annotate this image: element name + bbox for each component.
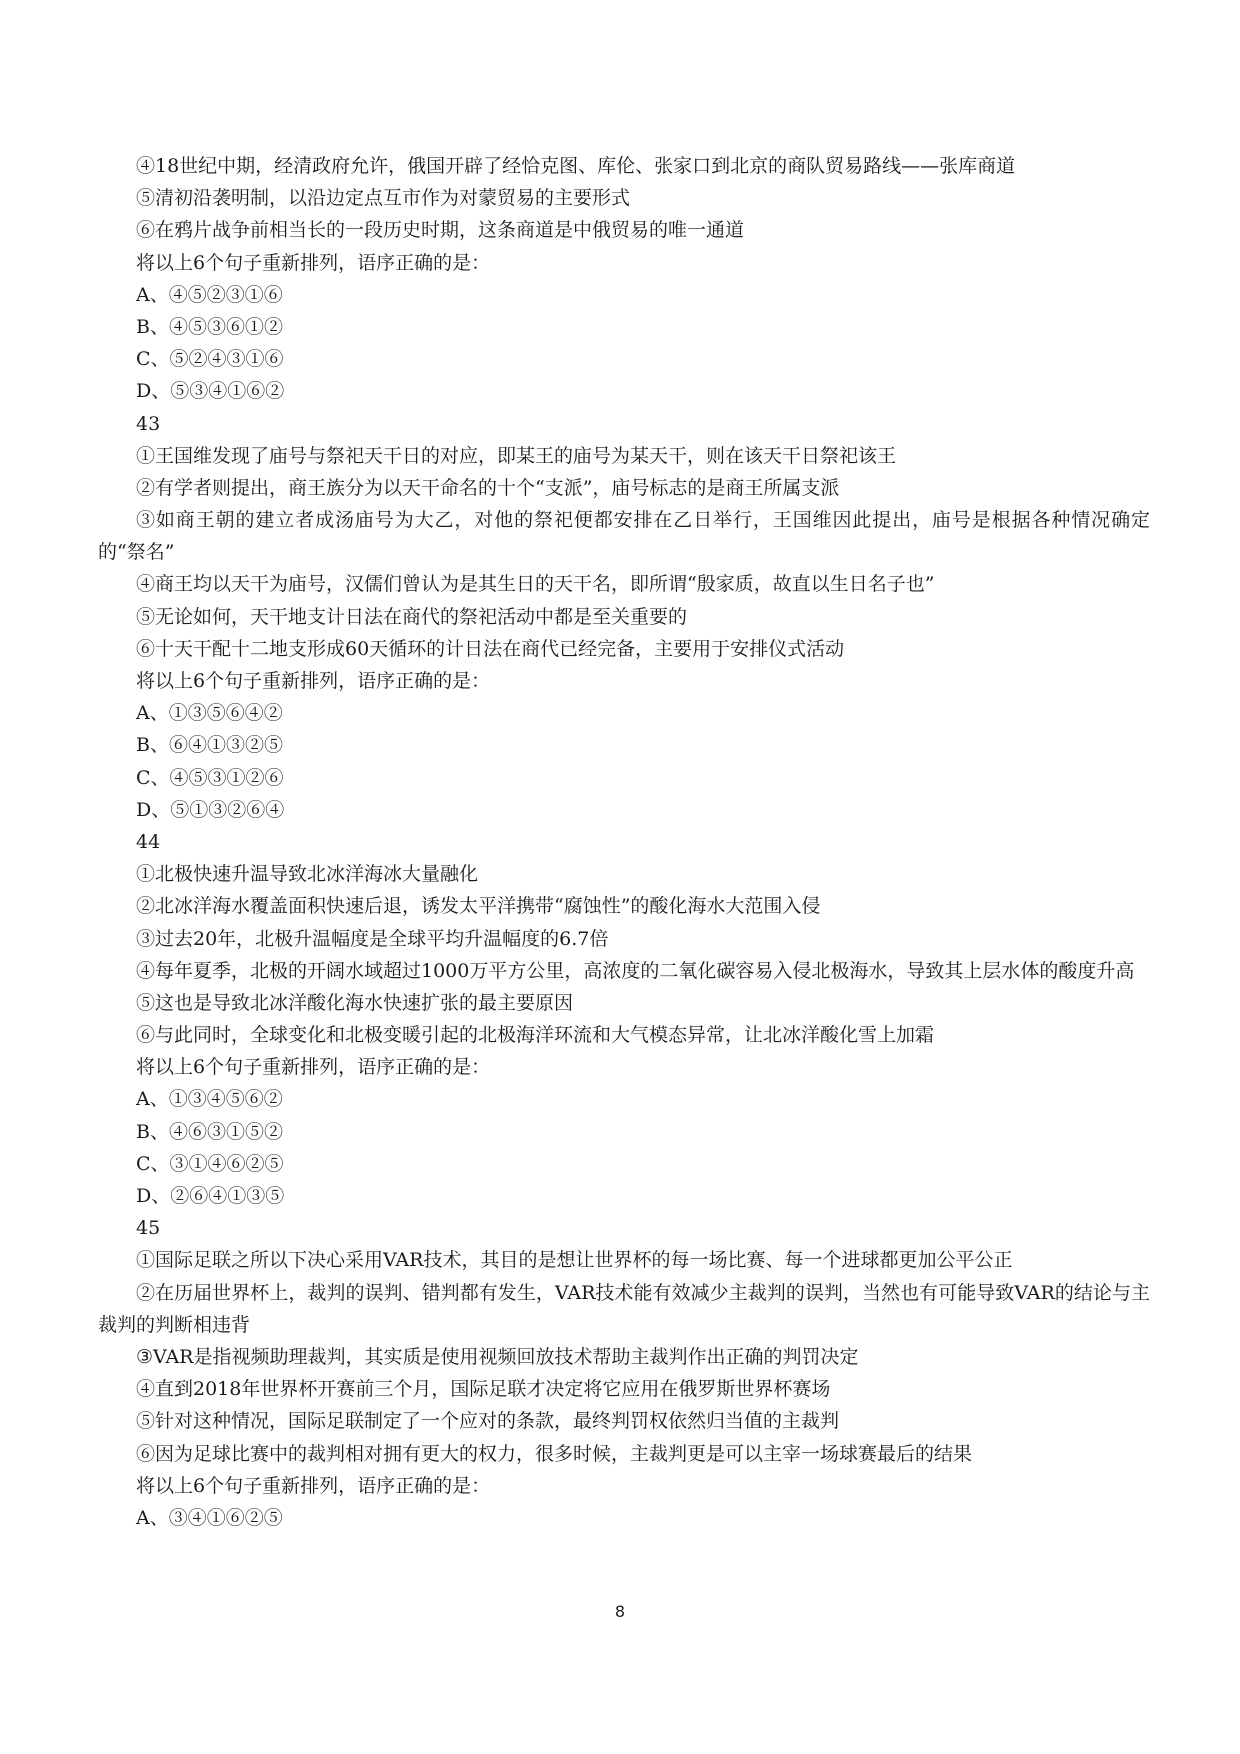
sentence-6: ⑥与此同时，全球变化和北极变暖引起的北极海洋环流和大气模态异常，让北冰洋酸化雪上加霜 bbox=[136, 1024, 935, 1047]
option-d: D、⑤③④①⑥② bbox=[136, 380, 285, 403]
sentence-6: ⑥因为足球比赛中的裁判相对拥有更大的权力，很多时候，主裁判更是可以主宰一场球赛最后的结果 bbox=[136, 1442, 973, 1465]
sentence-1: ①北极快速升温导致北冰洋海冰大量融化 bbox=[136, 863, 479, 886]
sentence-5: ⑤无论如何，天干地支计日法在商代的祭祀活动中都是至关重要的 bbox=[136, 605, 688, 628]
option-d: D、②⑥④①③⑤ bbox=[136, 1185, 285, 1208]
sentence-4: ④18世纪中期，经清政府允许，俄国开辟了经恰克图、库伦、张家口到北京的商队贸易路线——张库商道 bbox=[136, 155, 1016, 177]
sentence-2: ②在历届世界杯上，裁判的误判、错判都有发生，VAR技术能有效减少主裁判的误判，当然也有可能导致VAR的结论与主裁判的判断相违背 bbox=[98, 1281, 1150, 1336]
sentence-2: ②北冰洋海水覆盖面积快速后退，诱发太平洋携带“腐蚀性”的酸化海水大范围入侵 bbox=[136, 895, 821, 918]
document-body bbox=[98, 150, 1150, 1534]
page-number: 8 bbox=[614, 1602, 626, 1621]
question-prompt: 将以上6个句子重新排列，语序正确的是： bbox=[136, 1474, 491, 1497]
sentence-3: ③VAR是指视频助理裁判，其实质是使用视频回放技术帮助主裁判作出正确的判罚决定 bbox=[136, 1346, 859, 1369]
sentence-5: ⑤针对这种情况，国际足联制定了一个应对的条款，最终判罚权依然归当值的主裁判 bbox=[136, 1410, 840, 1433]
sentence-6: ⑥在鸦片战争前相当长的一段历史时期，这条商道是中俄贸易的唯一通道 bbox=[136, 219, 745, 242]
question-prompt: 将以上6个句子重新排列，语序正确的是： bbox=[136, 251, 491, 274]
sentence-1: ①王国维发现了庙号与祭祀天干日的对应，即某王的庙号为某天干，则在该天干日祭祀该王 bbox=[136, 444, 897, 467]
question-number: 43 bbox=[136, 412, 161, 435]
sentence-5: ⑤这也是导致北冰洋酸化海水快速扩张的最主要原因 bbox=[136, 991, 574, 1014]
option-b: B、④⑥③①⑤② bbox=[136, 1120, 283, 1143]
question-prompt: 将以上6个句子重新排列，语序正确的是： bbox=[136, 670, 491, 693]
sentence-3: ③过去20年，北极升温幅度是全球平均升温幅度的6.7倍 bbox=[136, 927, 609, 950]
option-c: C、③①④⑥②⑤ bbox=[136, 1152, 284, 1175]
option-d: D、⑤①③②⑥④ bbox=[136, 798, 285, 821]
option-a: A、①③⑤⑥④② bbox=[136, 702, 283, 725]
sentence-6: ⑥十天干配十二地支形成60天循环的计日法在商代已经完备，主要用于安排仪式活动 bbox=[136, 637, 845, 660]
option-b: B、⑥④①③②⑤ bbox=[136, 734, 283, 757]
sentence-4: ④每年夏季，北极的开阔水域超过1000万平方公里，高浓度的二氧化碳容易入侵北极海水，导致其上层水体的酸度升高 bbox=[136, 959, 1135, 982]
option-a: A、③④①⑥②⑤ bbox=[136, 1506, 283, 1529]
option-b: B、④⑤③⑥①② bbox=[136, 315, 283, 338]
option-a: A、①③④⑤⑥② bbox=[136, 1088, 283, 1111]
question-prompt: 将以上6个句子重新排列，语序正确的是： bbox=[136, 1056, 491, 1079]
sentence-3: ③如商王朝的建立者成汤庙号为大乙，对他的祭祀便都安排在乙日举行，王国维因此提出，庙号是根据各种情况确定的“祭名” bbox=[98, 509, 1150, 564]
sentence-5: ⑤清初沿袭明制，以沿边定点互市作为对蒙贸易的主要形式 bbox=[136, 187, 631, 210]
sentence-4: ④直到2018年世界杯开赛前三个月，国际足联才决定将它应用在俄罗斯世界杯赛场 bbox=[136, 1378, 831, 1401]
question-number: 45 bbox=[136, 1217, 161, 1240]
option-c: C、⑤②④③①⑥ bbox=[136, 348, 284, 371]
question-number: 44 bbox=[136, 830, 161, 853]
option-a: A、④⑤②③①⑥ bbox=[136, 283, 283, 306]
sentence-4: ④商王均以天干为庙号，汉儒们曾认为是其生日的天干名，即所谓“殷家质，故直以生日名子也” bbox=[136, 573, 935, 596]
option-c: C、④⑤③①②⑥ bbox=[136, 766, 284, 789]
sentence-1: ①国际足联之所以下决心采用VAR技术，其目的是想让世界杯的每一场比赛、每一个进球都更加公平公正 bbox=[136, 1249, 1013, 1272]
sentence-2: ②有学者则提出，商王族分为以天干命名的十个“支派”，庙号标志的是商王所属支派 bbox=[136, 476, 840, 499]
